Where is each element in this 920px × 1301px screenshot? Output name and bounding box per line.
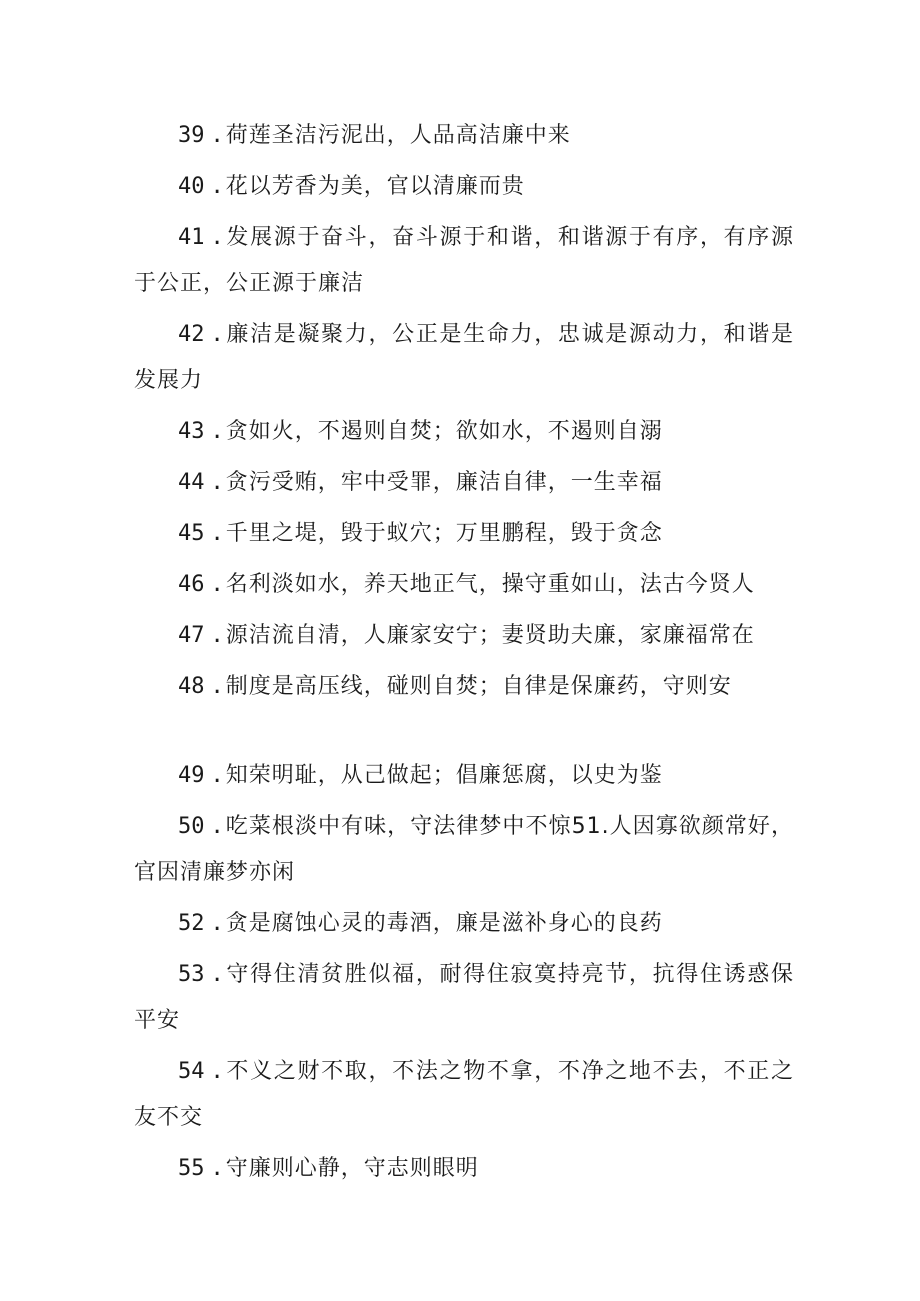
- item-number: 48: [178, 674, 205, 699]
- item-text: 廉洁是凝聚力，公正是生命力，忠诚是源动力，和谐是发展力: [134, 322, 794, 393]
- item-number: 40: [178, 174, 205, 199]
- list-item: [134, 952, 794, 1044]
- item-separator: .: [210, 1059, 224, 1084]
- item-separator: .: [210, 470, 224, 495]
- item-text: 贪污受贿，牢中受罪，廉洁自律，一生幸福: [225, 470, 663, 495]
- list-item: [134, 664, 794, 710]
- item-text: 知荣明耻，从己做起；倡廉惩腐，以史为鉴: [225, 763, 663, 788]
- item-text: 贪是腐蚀心灵的毒酒，廉是滋补身心的良药: [225, 911, 663, 936]
- item-number: 47: [178, 623, 205, 648]
- item-separator: .: [210, 322, 224, 347]
- list-item: [134, 511, 794, 557]
- item-text: 荷莲圣洁污泥出，人品高洁廉中来: [225, 123, 571, 148]
- item-separator: .: [210, 674, 224, 699]
- item-text: 名利淡如水，养天地正气，操守重如山，法古今贤人: [225, 572, 755, 597]
- item-number: 54: [178, 1059, 205, 1084]
- item-number: 43: [178, 419, 205, 444]
- item-separator: .: [210, 911, 224, 936]
- item-text: 吃菜根淡中有味，守法律梦中不惊51.人因寡欲颜常好，官因清廉梦亦闲: [134, 814, 794, 885]
- list-item: [134, 409, 794, 455]
- item-number: 42: [178, 322, 205, 347]
- list-item: [134, 312, 794, 404]
- list-item: [134, 460, 794, 506]
- item-separator: .: [210, 1156, 224, 1181]
- item-separator: .: [210, 174, 224, 199]
- item-text: 不义之财不取，不法之物不拿，不净之地不去，不正之友不交: [134, 1059, 794, 1130]
- list-item: [134, 804, 794, 896]
- item-number: 46: [178, 572, 205, 597]
- item-separator: .: [210, 962, 224, 987]
- item-number: 49: [178, 763, 205, 788]
- item-text: 花以芳香为美，官以清廉而贵: [225, 174, 525, 199]
- item-separator: .: [210, 225, 224, 250]
- item-text: 守得住清贫胜似福，耐得住寂寞持亮节，抗得住诱惑保平安: [134, 962, 794, 1033]
- item-separator: .: [210, 419, 224, 444]
- list-item: [134, 215, 794, 307]
- item-number: 39: [178, 123, 205, 148]
- item-separator: .: [210, 763, 224, 788]
- item-separator: .: [210, 814, 224, 839]
- item-number: 52: [178, 911, 205, 936]
- item-number: 45: [178, 521, 205, 546]
- item-number: 55: [178, 1156, 205, 1181]
- item-separator: .: [210, 623, 224, 648]
- list-item: [134, 113, 794, 159]
- list-item: [134, 1146, 794, 1192]
- item-separator: .: [210, 521, 224, 546]
- item-text: 制度是高压线，碰则自焚；自律是保廉药，守则安: [225, 674, 732, 699]
- item-number: 41: [178, 225, 205, 250]
- list-item: [134, 613, 794, 659]
- list-item: [134, 562, 794, 608]
- item-number: 50: [178, 814, 205, 839]
- item-separator: .: [210, 123, 224, 148]
- list-item: [134, 164, 794, 210]
- list-item: [134, 753, 794, 799]
- item-text: 发展源于奋斗，奋斗源于和谐，和谐源于有序，有序源于公正，公正源于廉洁: [134, 225, 794, 296]
- item-separator: .: [210, 572, 224, 597]
- item-number: 44: [178, 470, 205, 495]
- item-text: 千里之堤，毁于蚁穴；万里鹏程，毁于贪念: [225, 521, 663, 546]
- list-item: [134, 901, 794, 947]
- item-text: 源洁流自清，人廉家安宁；妻贤助夫廉，家廉福常在: [225, 623, 755, 648]
- item-number: 53: [178, 962, 205, 987]
- item-text: 贪如火，不遏则自焚；欲如水，不遏则自溺: [225, 419, 663, 444]
- slogan-list: [134, 113, 794, 1197]
- list-item: [134, 1049, 794, 1141]
- item-text: 守廉则心静，守志则眼明: [225, 1156, 479, 1181]
